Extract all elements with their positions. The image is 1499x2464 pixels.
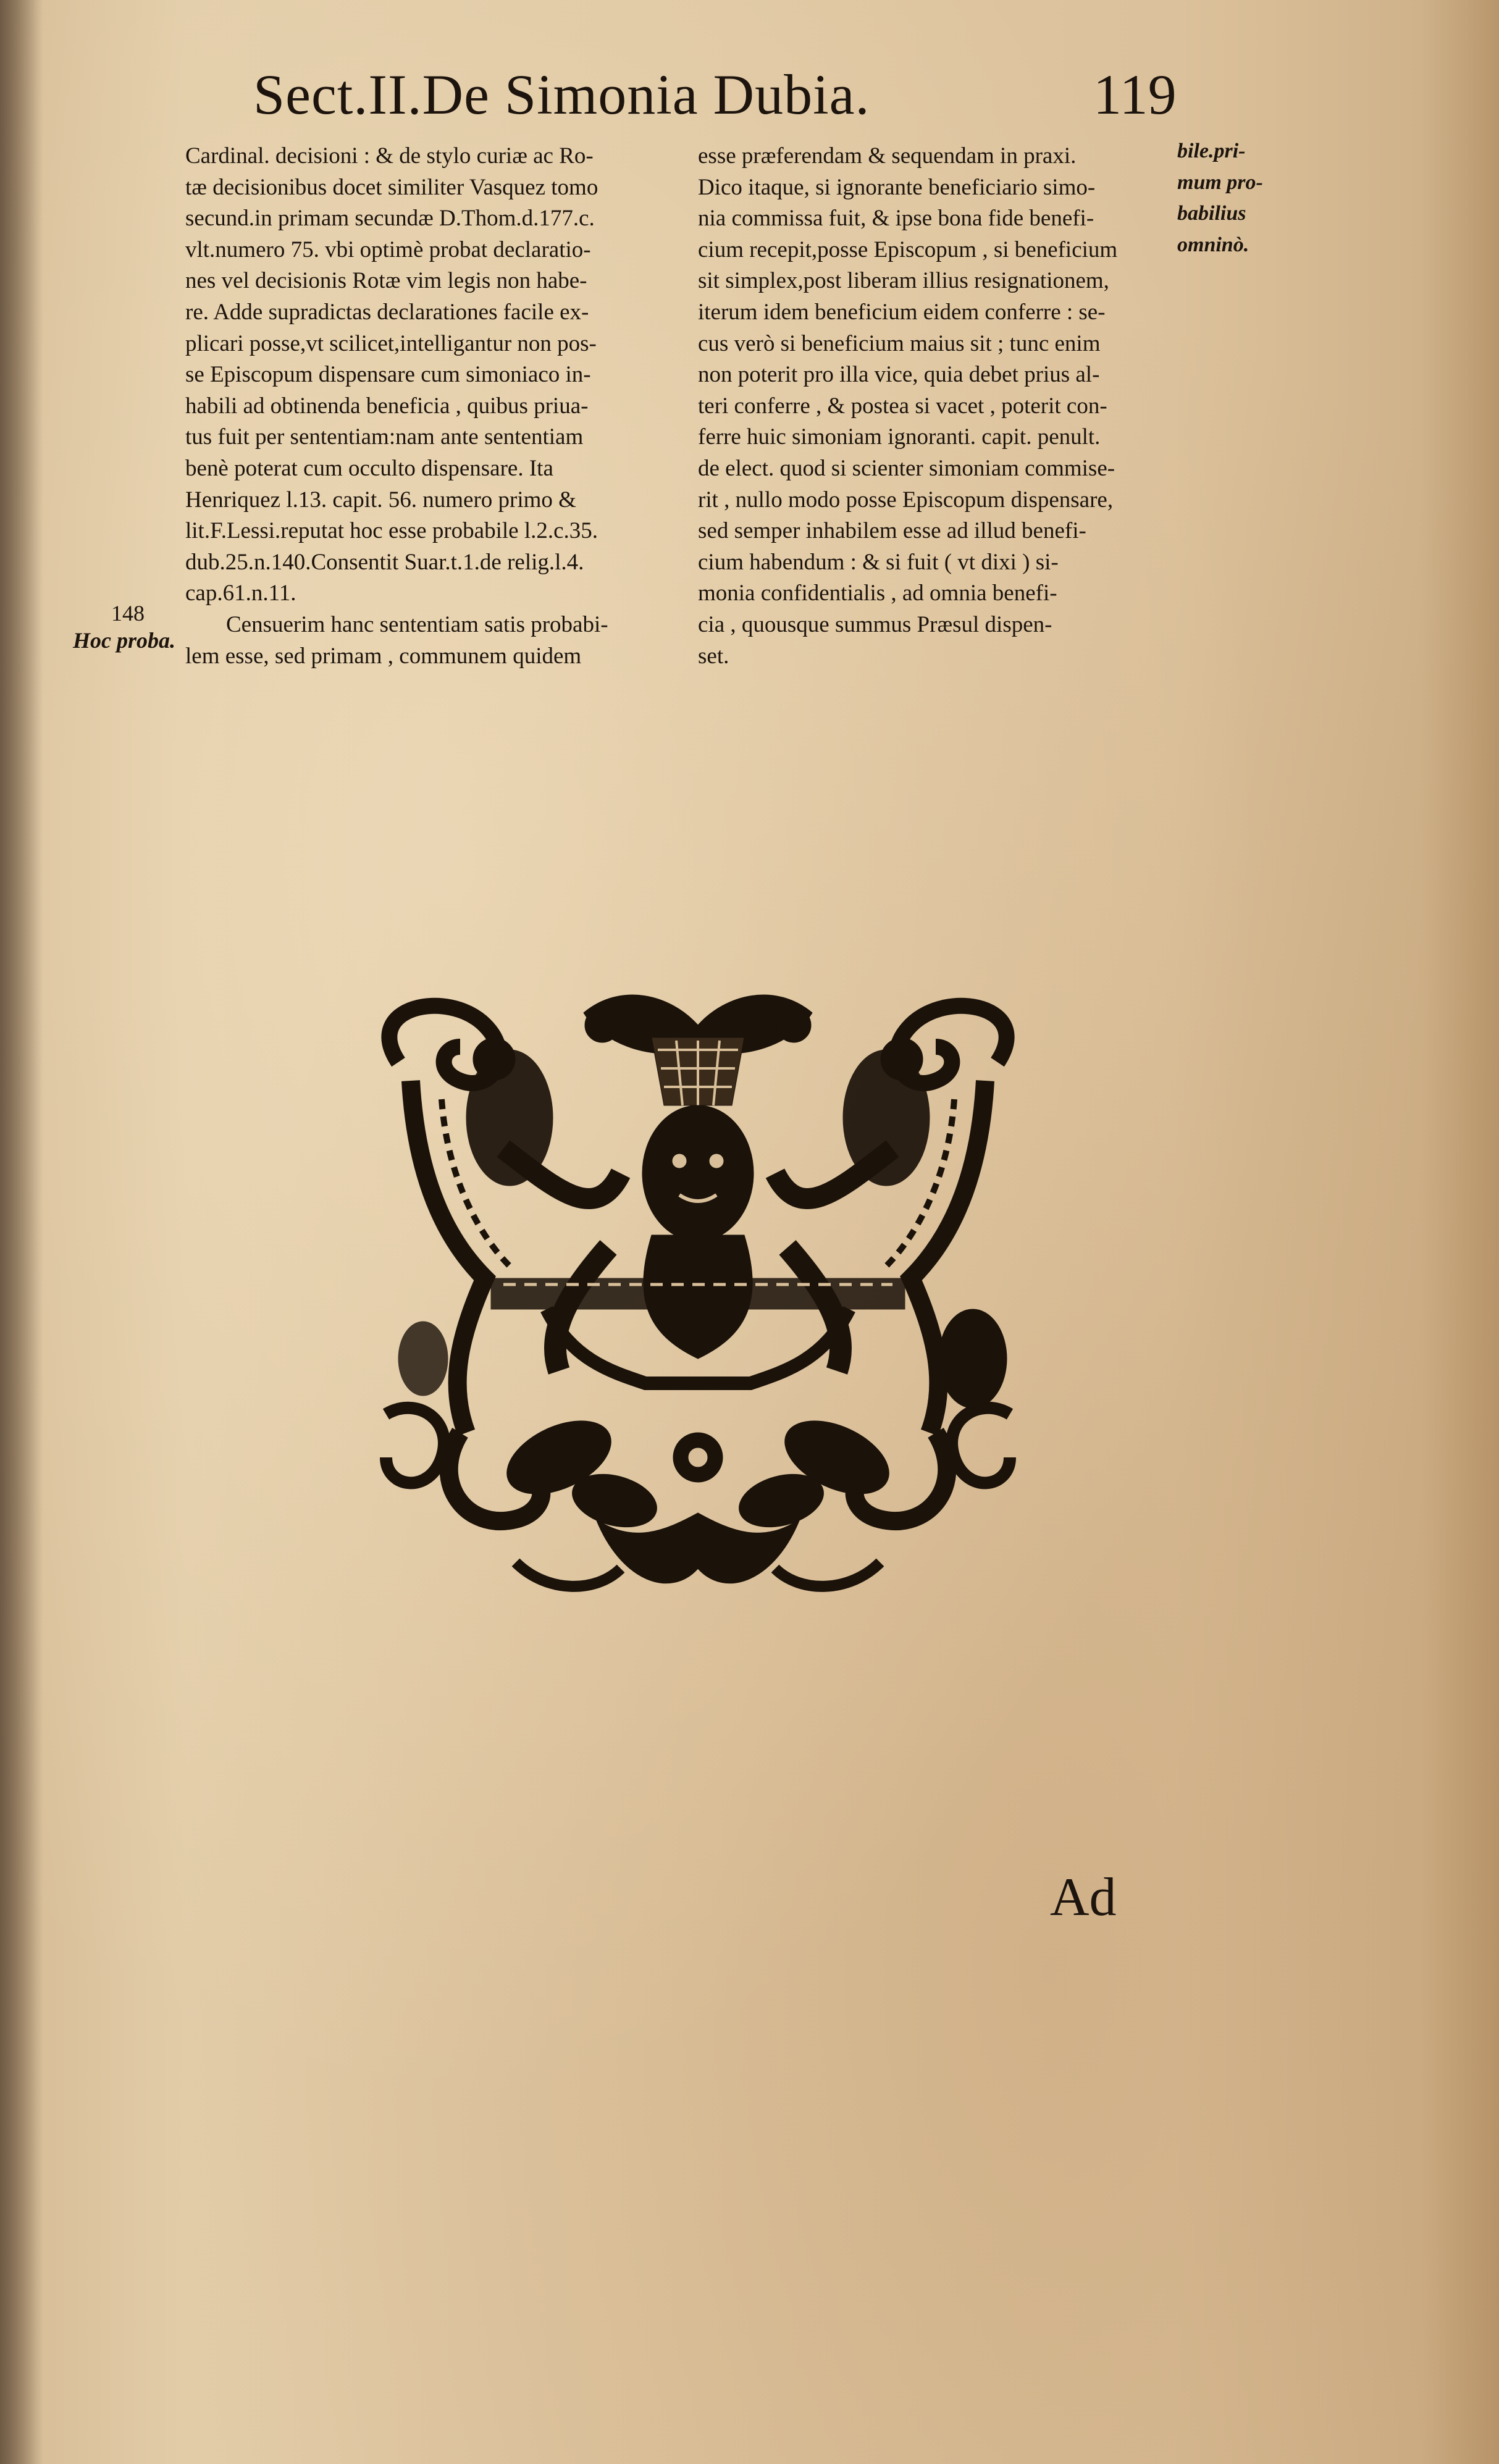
text-line: teri conferre , & postea si vacet , poterit con- [698, 393, 1107, 419]
text-line: esse præferendam & sequendam in praxi. [698, 143, 1077, 169]
margin-notes-right [1177, 136, 1263, 261]
grotesque-woodcut-ornament-icon [361, 988, 1035, 1599]
text-line: tæ decisionibus docet similiter Vasquez tomo [185, 174, 598, 200]
running-head-title: Sect.II.De Simonia Dubia. [253, 63, 870, 126]
text-line: plicari posse,vt scilicet,intelligantur non pos- [185, 330, 597, 356]
text-line: Cardinal. decisioni : & de stylo curiæ ac Ro- [185, 143, 594, 169]
text-line: vlt.numero 75. vbi optimè probat declaratio- [185, 237, 591, 262]
running-head [253, 62, 1180, 136]
text-line: tus fuit per sententiam:nam ante sententiam [185, 424, 584, 450]
text-line: non poterit pro illa vice, quia debet prius al- [698, 362, 1100, 388]
text-line: sit simplex,post liberam illius resignationem, [698, 268, 1109, 294]
margin-note: bile.pri- [1177, 140, 1246, 162]
text-line: lit.F.Lessi.reputat hoc esse probabile l.2.c.35. [185, 518, 598, 544]
paragraph-number: 148 [111, 601, 145, 626]
text-line: ferre huic simoniam ignoranti. capit. penult. [698, 424, 1101, 450]
text-line: Dico itaque, si ignorante beneficiario simo- [698, 174, 1096, 200]
text-line: sed semper inhabilem esse ad illud benefi- [698, 518, 1086, 544]
page-number: 119 [1093, 63, 1177, 126]
text-line: re. Adde supradictas declarationes facile ex- [185, 299, 589, 325]
margin-note-left: Hoc proba. [73, 628, 175, 653]
margin-note: babilius [1177, 202, 1246, 225]
text-line: habili ad obtinenda beneficia , quibus priua- [185, 393, 589, 419]
text-line: de elect. quod si scienter simoniam commise- [698, 455, 1115, 481]
margin-note: omninò. [1177, 233, 1249, 256]
text-line: Censuerim hanc sententiam satis probabi- [226, 611, 608, 637]
text-line: benè poterat cum occulto dispensare. Ita [185, 455, 553, 481]
text-line: rit , nullo modo posse Episcopum dispensare, [698, 487, 1114, 513]
text-line: secund.in primam secundæ D.Thom.d.177.c. [185, 206, 595, 232]
text-line: nes vel decisionis Rotæ vim legis non habe- [185, 268, 587, 294]
catchword: Ad [1050, 1867, 1117, 1927]
text-line: cus verò si beneficium maius sit ; tunc enim [698, 330, 1101, 356]
gutter-shadow [0, 0, 43, 2464]
right-column [698, 141, 1186, 672]
text-line: cap.61.n.11. [185, 580, 296, 606]
text-line: cium recepit,posse Episcopum , si beneficium [698, 237, 1118, 262]
margin-note: mum pro- [1177, 170, 1263, 194]
text-line: lem esse, sed primam , communem quidem [185, 643, 582, 669]
text-line: dub.25.n.140.Consentit Suar.t.1.de relig.l.4. [185, 549, 584, 575]
text-line: se Episcopum dispensare cum simoniaco in- [185, 362, 591, 388]
text-line: monia confidentialis , ad omnia benefi- [698, 580, 1057, 606]
text-line: iterum idem beneficium eidem conferre : se- [698, 299, 1106, 325]
text-line: cium habendum : & si fuit ( vt dixi ) si- [698, 549, 1059, 575]
text-line: nia commissa fuit, & ipse bona fide benefi- [698, 206, 1094, 232]
text-line: Henriquez l.13. capit. 56. numero primo & [185, 487, 576, 513]
left-column [185, 141, 673, 672]
text-line: cia , quousque summus Præsul dispen- [698, 611, 1052, 637]
text-line: set. [698, 643, 729, 669]
